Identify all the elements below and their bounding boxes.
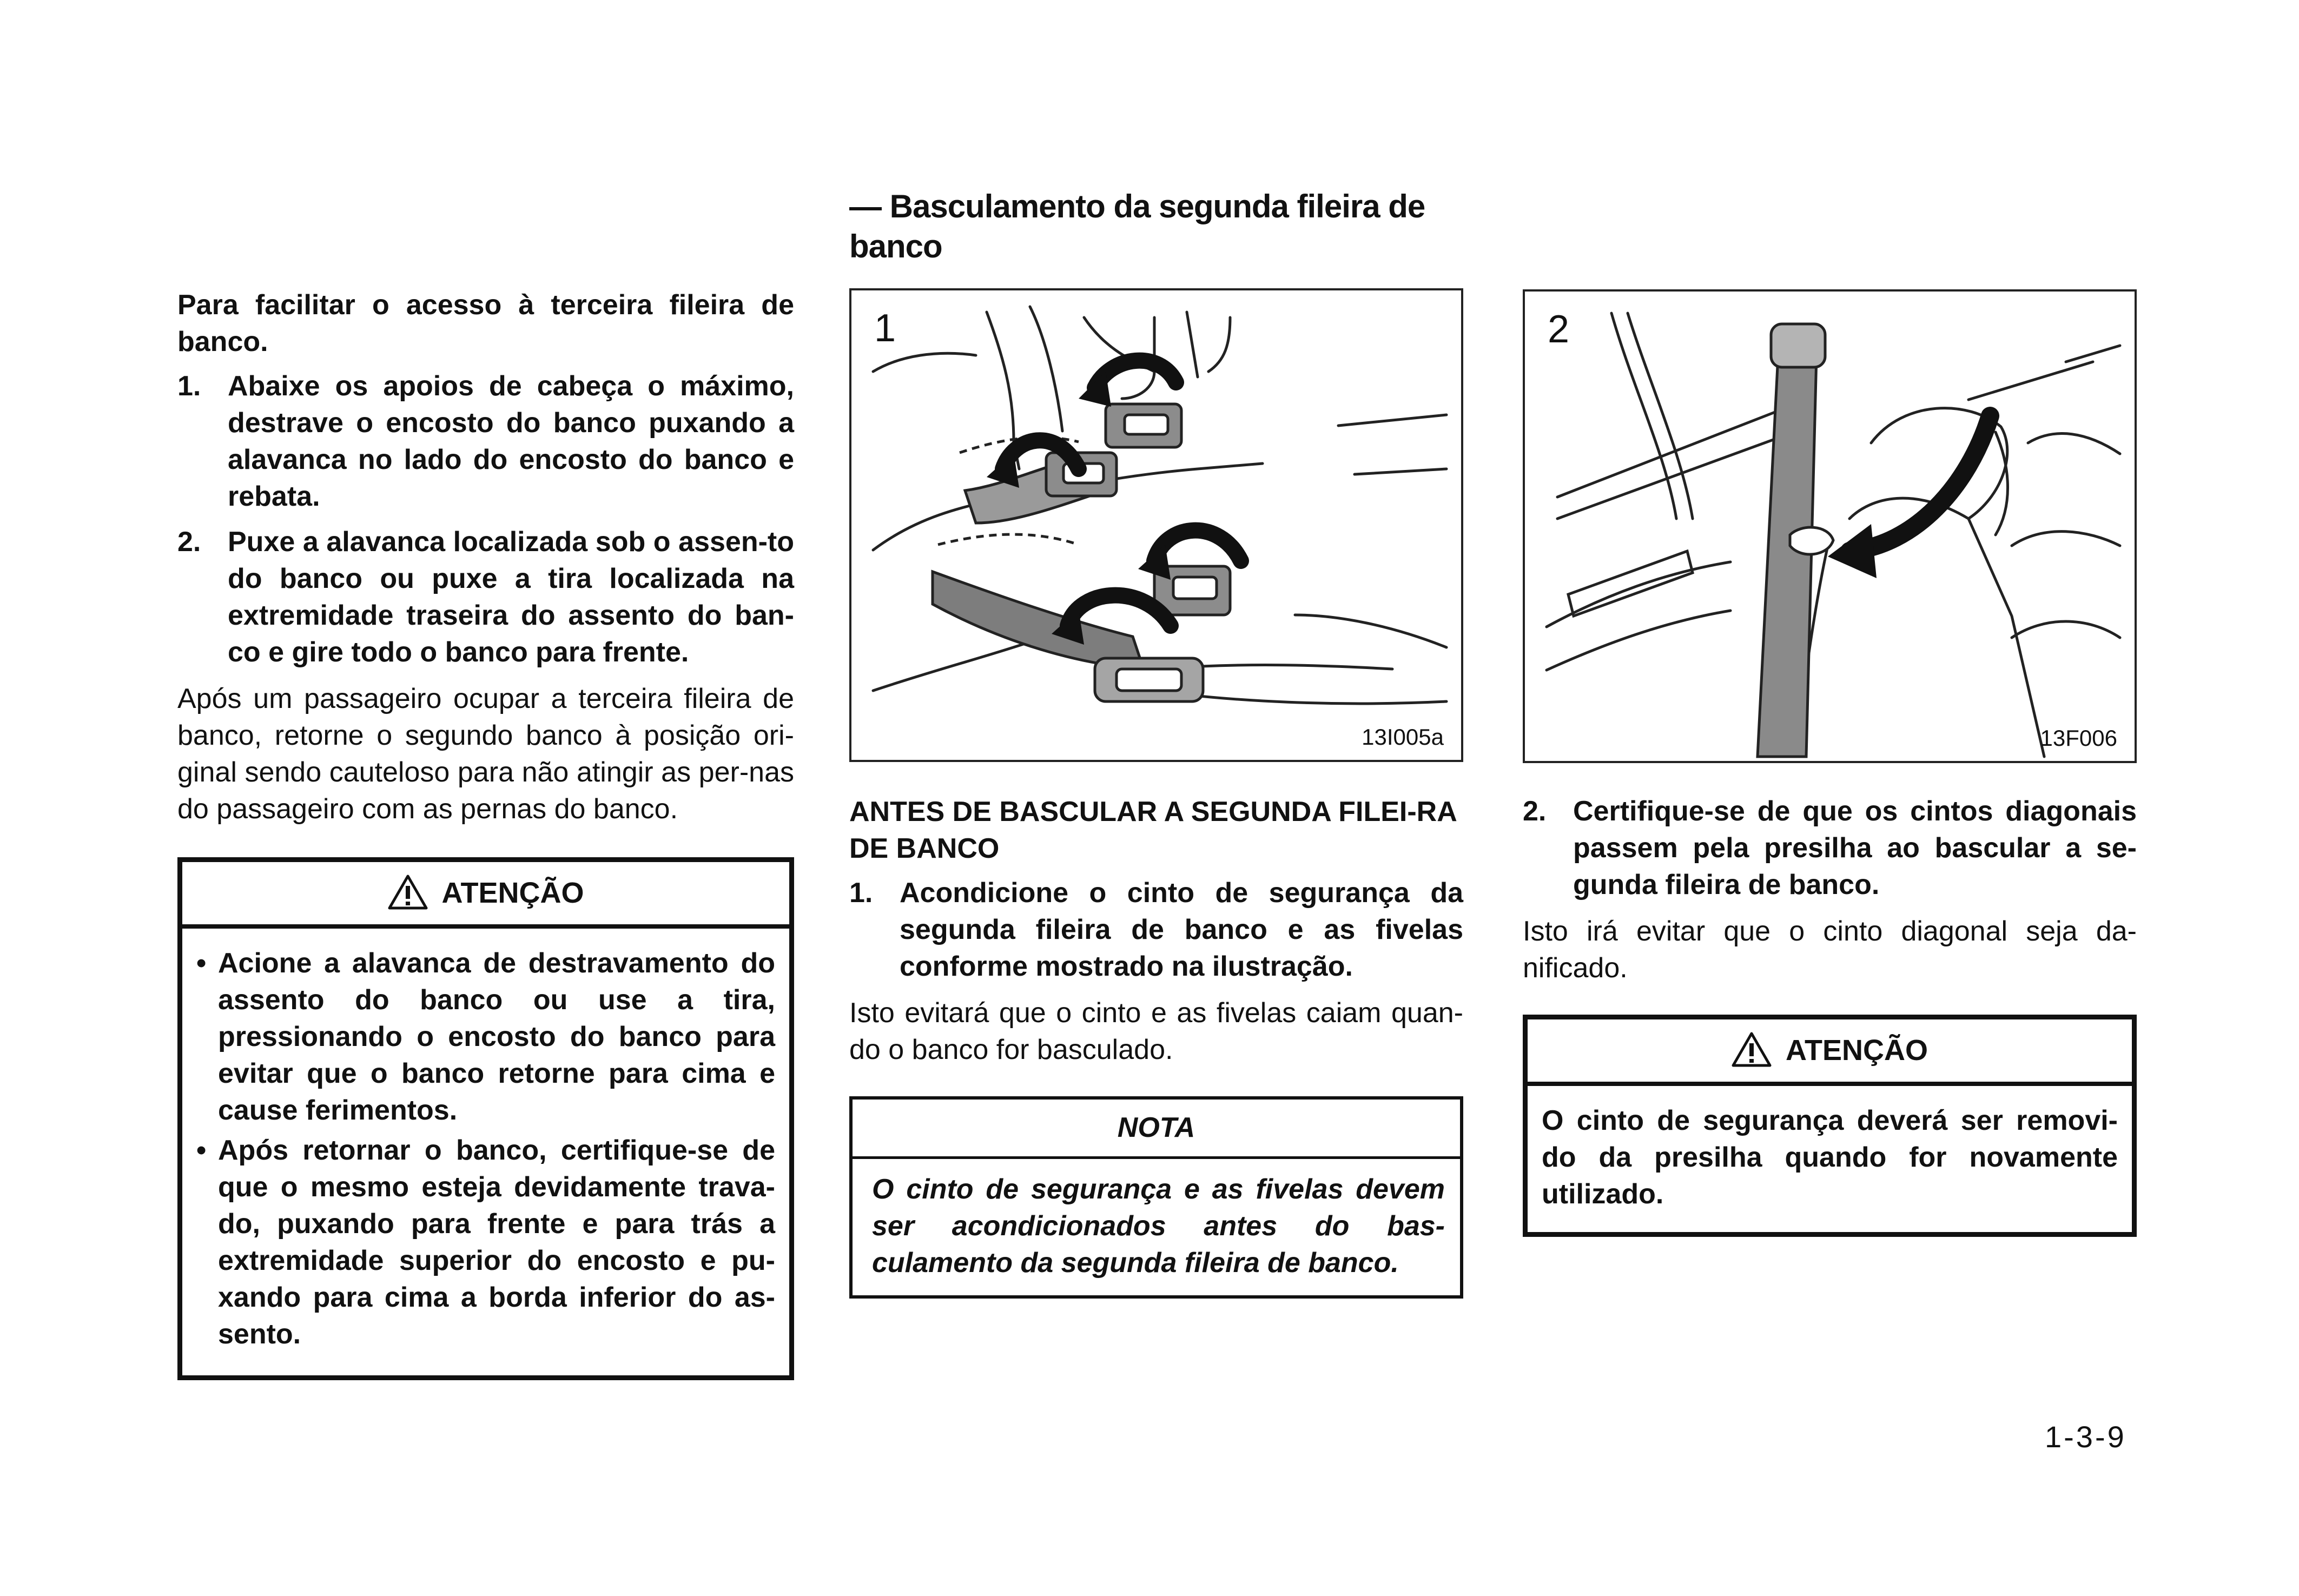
figure-2-belt-illustration [1523, 289, 2137, 763]
figure-number: 2 [1548, 308, 1570, 351]
body-text: Isto irá evitar que o cinto diagonal seja da-nificado. [1523, 916, 2137, 984]
step-text: Acondicione o cinto de segurança da segunda fileira de banco e as fivelas conforme mostrado na ilustração. [900, 877, 1463, 982]
right-column [1523, 289, 2137, 1237]
figure-number: 1 [874, 307, 896, 350]
sub-heading: ANTES DE BASCULAR A SEGUNDA FILEI-RA DE BANCO [849, 796, 1456, 864]
warning-header [182, 862, 789, 929]
page-number: 1-3-9 [2045, 1420, 2126, 1454]
list-item [1523, 793, 2137, 903]
after-text: Após um passageiro ocupar a terceira fileira de banco, retorne o segundo banco à posição ori-ginal sendo cauteloso para não atingir as per-nas do passageiro com as pernas do banco. [177, 683, 794, 825]
left-steps-list [177, 368, 794, 671]
list-item [849, 875, 1463, 985]
seat-belt-buckles-illustration [851, 290, 1461, 760]
note-title: NOTA [853, 1100, 1460, 1159]
warning-body [1528, 1086, 2132, 1232]
warning-bullet: • Acione a alavanca de destravamento do assento do banco ou use a tira, pressionando o encosto do banco para evitar que o banco retorne para cima e cause ferimentos. [196, 948, 775, 1126]
step-number: 2. [177, 526, 201, 558]
warning-box [177, 857, 794, 1380]
step-text: Puxe a alavanca localizada sob o assen-to do banco ou puxe a tira localizada na extremidade traseira do assento do ban-co e gire todo o banco para frente. [228, 526, 794, 668]
step-text: Abaixe os apoios de cabeça o máximo, destrave o encosto do banco puxando a alavanca no lado do encosto do banco e rebata. [228, 370, 794, 512]
middle-column [849, 187, 1463, 1299]
note-text: O cinto de segurança e as fivelas devem ser acondicionados antes do bas-culamento da segunda fileira de banco. [872, 1174, 1445, 1279]
warning-title: ATENÇÃO [441, 877, 584, 909]
intro-text: Para facilitar o acesso à terceira fileira de banco. [177, 289, 794, 357]
section-title: — Basculamento da segunda fileira de banco [849, 188, 1425, 264]
step-number: 1. [177, 370, 201, 402]
middle-steps-list [849, 875, 1463, 985]
warning-triangle-icon [388, 874, 428, 910]
warning-triangle-icon [1732, 1031, 1772, 1067]
list-item [177, 368, 794, 515]
warning-bullet: • Após retornar o banco, certifique-se de que o mesmo esteja devidamente trava-do, puxando para frente e para trás a extremidade superior do encosto e pu-xando para cima a borda inferior do as-sento. [196, 1135, 775, 1350]
left-column [177, 287, 794, 1380]
seat-belt-clip-illustration [1525, 292, 2135, 761]
right-steps-list [1523, 793, 2137, 903]
note-box [849, 1096, 1463, 1299]
body-text: Isto evitará que o cinto e as fivelas caiam quan-do o banco for basculado. [849, 997, 1463, 1065]
figure-1-seat-illustration [849, 288, 1463, 762]
warning-title: ATENÇÃO [1786, 1034, 1928, 1067]
list-item [177, 524, 794, 671]
step-text: Certifique-se de que os cintos diagonais passem pela presilha ao bascular a se-gunda fileira de banco. [1573, 796, 2137, 900]
warning-body [182, 929, 789, 1375]
figure-code: 13I005a [1362, 724, 1444, 750]
warning-text: O cinto de segurança deverá ser removi-do da presilha quando for novamente utilizado. [1542, 1105, 2118, 1210]
step-number: 2. [1523, 796, 1547, 827]
warning-header [1528, 1019, 2132, 1086]
warning-box [1523, 1015, 2137, 1237]
figure-code: 13F006 [2040, 725, 2117, 751]
step-number: 1. [849, 877, 873, 909]
